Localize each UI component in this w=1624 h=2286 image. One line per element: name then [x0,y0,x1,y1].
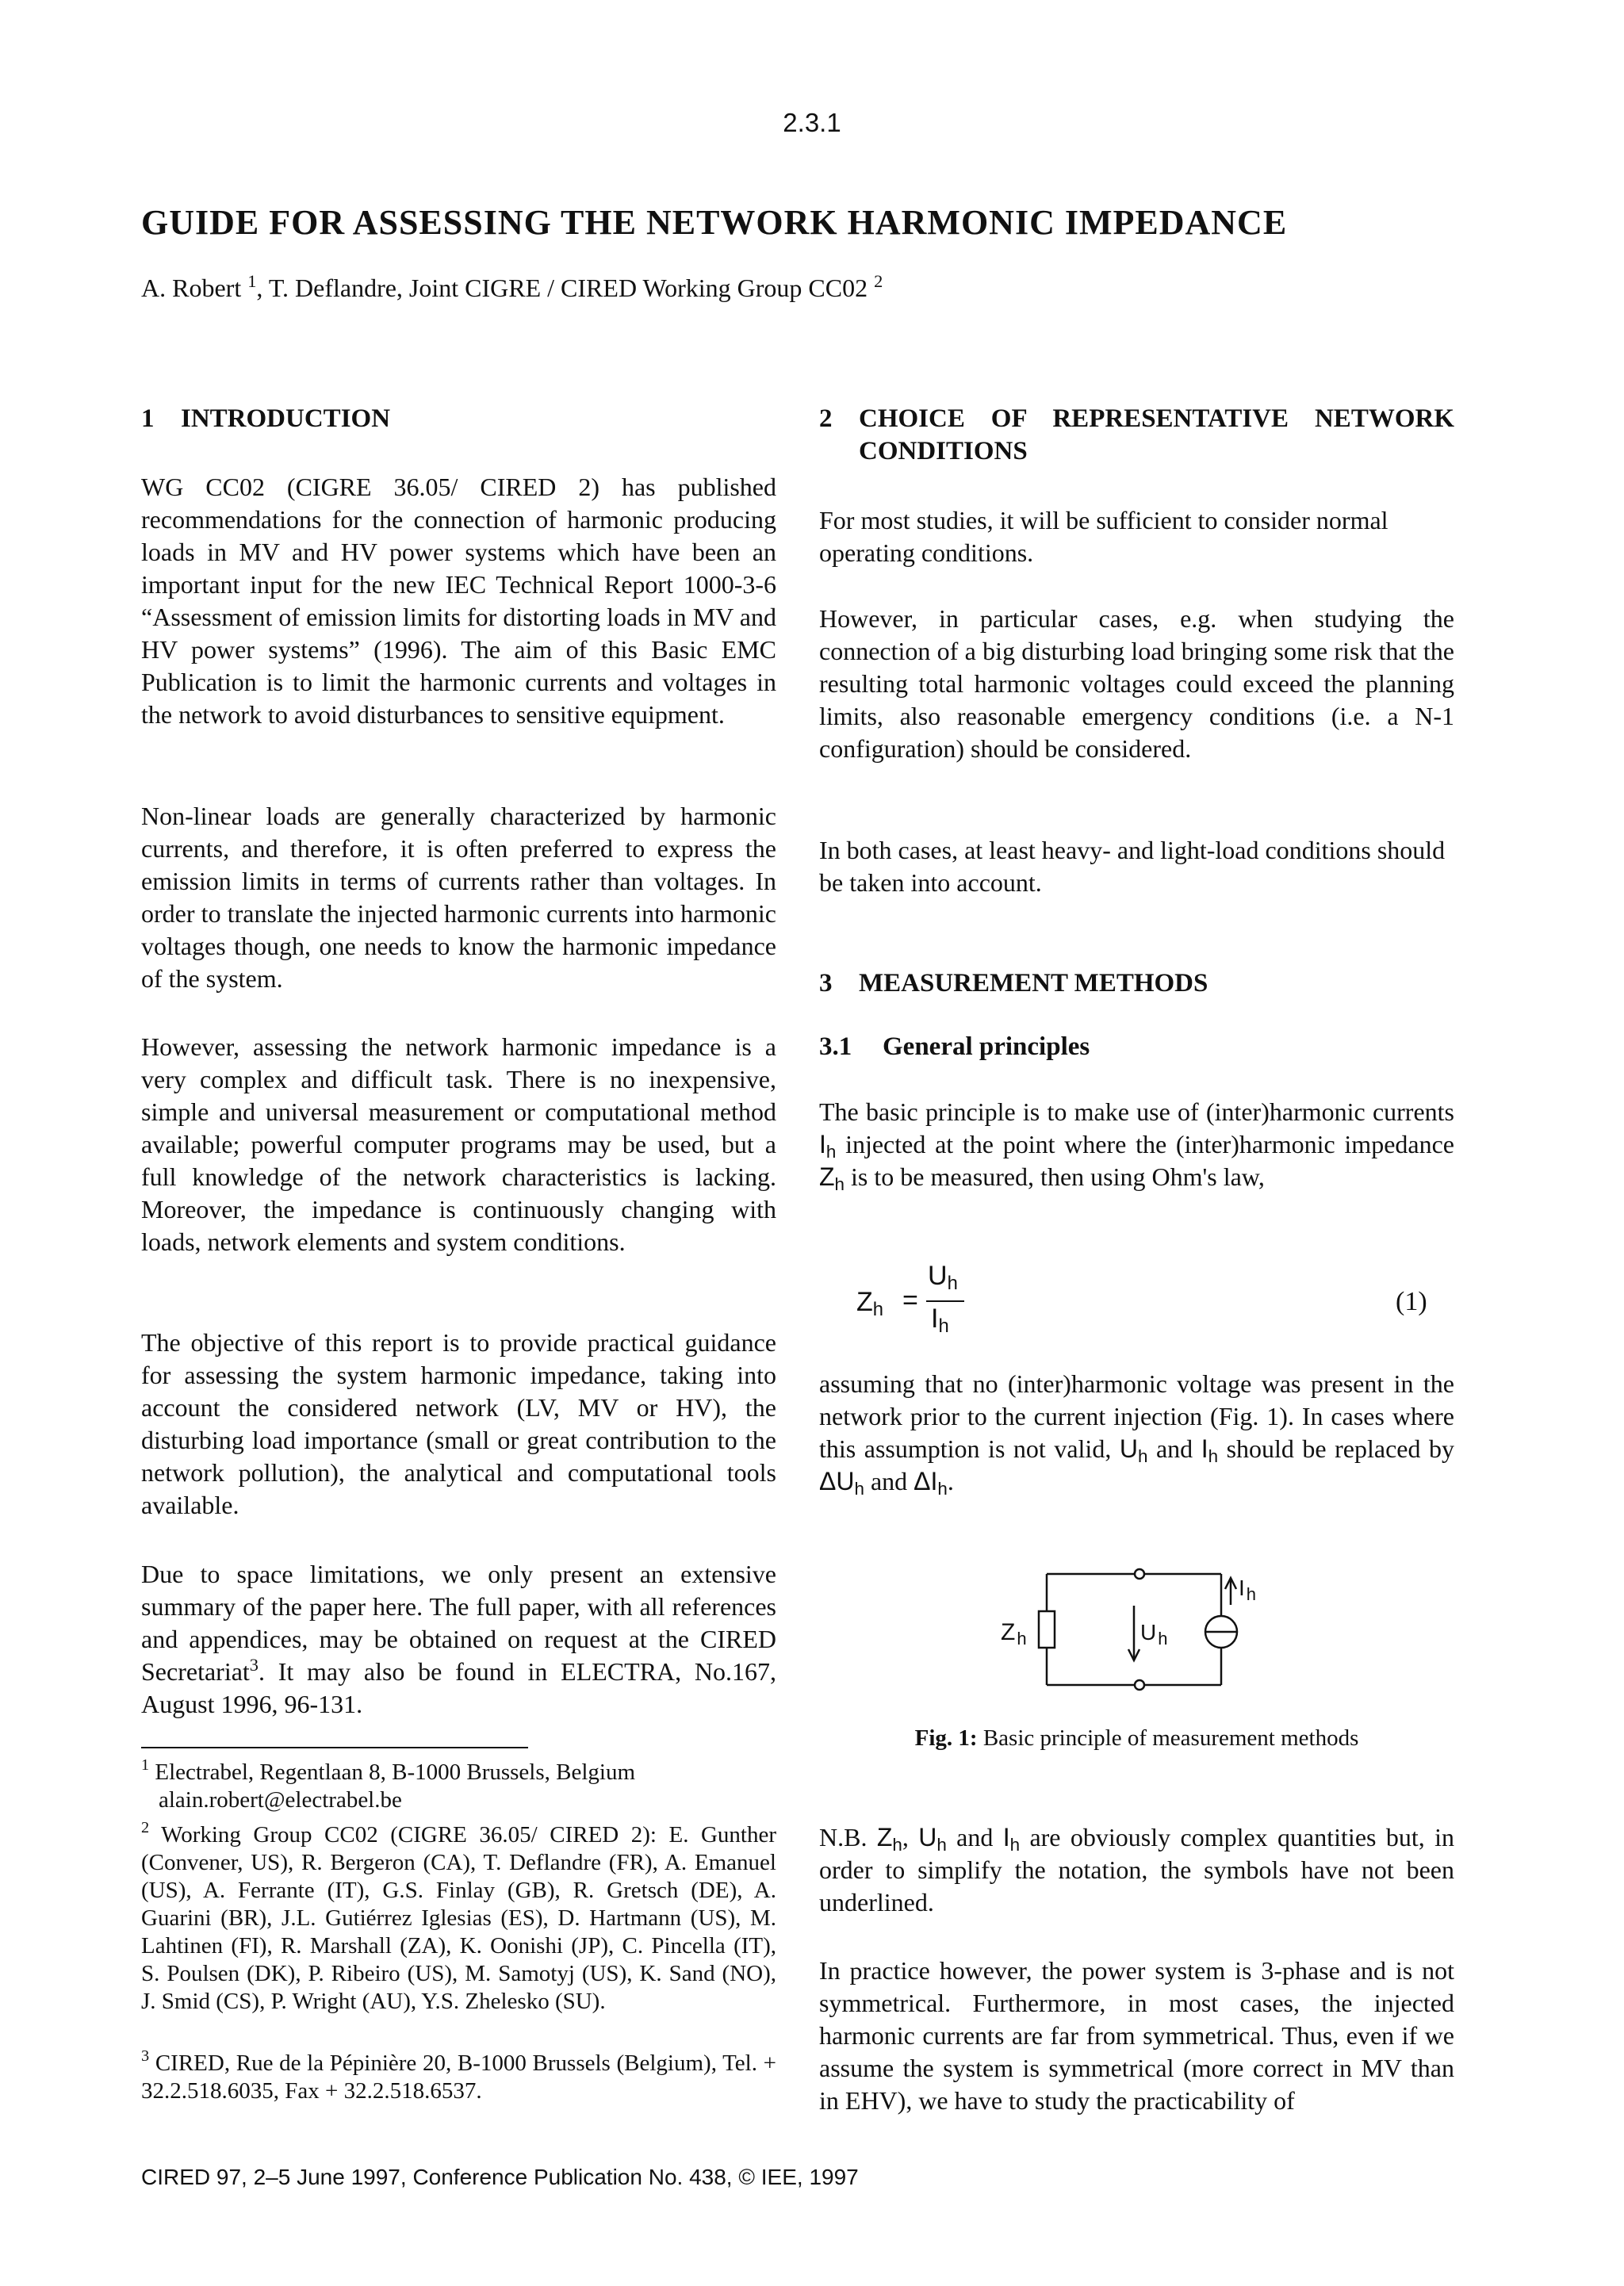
s3-p1-symbol-i-sub: h [825,1142,837,1162]
nb-symbol-z-sub: h [892,1835,902,1855]
section-3-nb-note [819,1821,1454,1919]
footnote-2-text: Working Group CC02 (CIGRE 36.05/ CIRED 2): E. Gunther (Convener, US), R. Bergeron (CA), T. Deflandre (FR), A. Emanuel (US), A. Ferrante (IT), G.S. Finlay (GB), R. Gretsch (DE), A. Guarini (BR), J.L. Gutiérrez Iglesias (ES), D. Hartmann (US), M. Lahtinen (FI), R. Marshall (ZA), K. Oonishi (JP), C. Pincella (IT), S. Poulsen (DK), P. Ribeiro (US), M. Samotyj (US), K. Sand (NO), J. Smid (CS), P. Wright (AU), Y.S. Zhelesko (SU). [141,1822,776,2014]
equation-fraction-bar [926,1300,964,1302]
intro-paragraph-3 [141,1031,776,1258]
section-2-paragraph-2 [819,603,1454,765]
nb-prefix: N.B. [819,1823,868,1851]
figure-1-caption-label: Fig. 1: [914,1725,978,1751]
ih-label: $I_h$ [1239,1576,1257,1604]
section-3-number: 3 [819,969,833,997]
s3-p2-symbol-i: I [1201,1434,1208,1463]
equation-denominator [931,1304,949,1337]
section-1-number: 1 [141,404,155,433]
figure-1-circuit [983,1554,1285,1705]
section-2-number: 2 [819,404,833,433]
paper-title: GUIDE FOR ASSESSING THE NETWORK HARMONIC IMPEDANCE [141,203,1288,242]
author-2-footnote-mark: 2 [874,271,883,291]
section-1-title: INTRODUCTION [181,404,391,433]
s3-p2-and-2: and [870,1467,908,1495]
section-2-paragraph-1 [819,504,1454,569]
intro-paragraph-2 [141,800,776,995]
footnote-1 [141,1756,776,1814]
subsection-3-1-title: General principles [883,1032,1090,1061]
nb-symbol-u-sub: h [936,1835,947,1855]
section-2-title [859,403,1454,468]
s3-p1-symbol-i: I [819,1130,826,1158]
s3-p1-symbol-z-sub: h [834,1174,845,1194]
section-2-heading [819,403,1454,468]
nb-note-text [819,1821,1454,1919]
nb-symbol-i: I [1002,1823,1010,1851]
intro-p5-part-b: . It may also be found in ELECTRA, No.167, August 1996, 96-131. [141,1657,776,1718]
section-2-paragraph-2-text: However, in particular cases, e.g. when studying the connection of a big disturbing load bringing some risk that the resulting total harmonic voltages could exceed the planning limits, also reasonable emergency conditions (i.e. a N-1 configuration) should be considered. [819,604,1454,763]
intro-paragraph-5 [141,1558,776,1721]
s3-p1-part-c: is to be measured, then using Ohm's law, [851,1162,1265,1191]
s3-p2-part-b: should be replaced by [1226,1434,1455,1463]
section-3-paragraph-2-text [819,1368,1454,1498]
equation-numerator-sub: h [947,1273,958,1294]
equation-numerator-symbol: U [928,1261,948,1291]
footnote-2 [141,1821,776,2016]
intro-p5-part-a: Due to space limitations, we only present an extensive summary of the paper here. The full paper, with all references and appendices, may be obtained on request at the CIRED Secretariat [141,1560,776,1686]
s3-p1-part-b: injected at the point where the (inter)harmonic impedance [845,1130,1454,1158]
equation-equals: = [902,1285,918,1315]
nb-symbol-z: Z [876,1823,893,1851]
s3-p1-symbol-z: Z [819,1162,835,1191]
nb-rest: are obviously complex quantities but, in order to simplify the notation, the symbols have not been underlined. [819,1823,1454,1916]
section-3-paragraph-3-text: In practice however, the power system is 3-phase and is not symmetrical. Furthermore, in most cases, the injected harmonic currents are far from symmetrical. Thus, even if we assume the system is symmetrical (more correct in MV than in EHV), we have to study the practicability of [819,1956,1454,2115]
subsection-3-1-number: 3.1 [819,1032,852,1061]
impedance-box [1039,1611,1055,1648]
intro-paragraph-2-text: Non-linear loads are generally characterized by harmonic currents, and therefore, it is often preferred to express the emission limits in terms of currents rather than voltages. In order to translate the injected harmonic currents into harmonic voltages though, one needs to know the harmonic impedance of the system. [141,802,776,993]
footnote-1-email: alain.robert@electrabel.be [159,1787,402,1813]
footnote-2-mark: 2 [141,1819,150,1836]
s3-p2-symbol-u: U [1119,1434,1138,1463]
section-3-paragraph-3 [819,1955,1454,2117]
section-2-paragraph-1-text: For most studies, it will be sufficient to consider normal operating conditions. [819,506,1388,567]
intro-paragraph-3-text: However, assessing the network harmonic impedance is a very complex and difficult task. There is no inexpensive, simple and universal measurement or computational method available; powerful computer programs may be used, but a full knowledge of the network characteristics is lacking. Moreover, the impedance is continuously changing with loads, network elements and system conditions. [141,1032,776,1256]
figure-1-caption [819,1722,1454,1755]
equation-numerator [928,1261,958,1292]
s3-p2-symbol-du: ΔU [819,1467,855,1495]
intro-paragraph-1 [141,471,776,731]
nb-comma: , [902,1823,909,1851]
author-separator: , [256,274,269,302]
equation-lhs [856,1287,883,1318]
intro-paragraph-1-text: WG CC02 (CIGRE 36.05/ CIRED 2) has published recommendations for the connection of harmonic producing loads in MV and HV power systems which have been an important input for the new IEC Technical Report 1000-3-6 “Assessment of emission limits for distorting loads in MV and HV power systems” (1996). The aim of this Basic EMC Publication is to limit the harmonic currents and voltages in the network to avoid disturbances to sensitive equipment. [141,473,776,729]
uh-label: $U_h$ [1140,1620,1168,1648]
equation-lhs-sub: h [872,1299,884,1320]
author-1-footnote-mark: 1 [247,271,257,291]
section-2-paragraph-3 [819,834,1454,899]
section-3-heading [819,967,1454,1000]
section-3-title: MEASUREMENT METHODS [859,969,1208,997]
s3-p2-symbol-du-sub: h [854,1479,864,1499]
footnote-3-text: CIRED, Rue de la Pépinière 20, B-1000 Brussels (Belgium), Tel. + 32.2.518.6035, Fax + 32.2.518.6537. [141,2051,776,2104]
s3-p2-part-a: assuming that no (inter)harmonic voltage was present in the network prior to the current injection (Fig. 1). In cases where this assumption is not valid, [819,1369,1454,1463]
figure-1-caption-text: Basic principle of measurement methods [977,1725,1359,1751]
subsection-3-1-heading [819,1031,1454,1063]
page-number: 2.3.1 [783,108,841,137]
section-2-title-line-2: CONDITIONS [859,437,1028,465]
equation-1 [856,1261,1435,1348]
s3-p1-part-a: The basic principle is to make use of (inter)harmonic currents [819,1097,1454,1126]
footnote-1-mark: 1 [141,1756,150,1774]
s3-p2-symbol-di-sub: h [937,1479,948,1499]
s3-p2-end: . [947,1467,954,1495]
nb-symbol-i-sub: h [1009,1835,1021,1855]
equation-denominator-sub: h [938,1315,949,1337]
s3-p2-symbol-i-sub: h [1208,1446,1219,1466]
section-2-title-line-1: CHOICE OF REPRESENTATIVE NETWORK [859,404,1454,433]
intro-paragraph-5-text [141,1558,776,1721]
section-2-paragraph-3-text: In both cases, at least heavy- and light-load conditions should be taken into account. [819,836,1446,897]
footnote-rule [141,1747,528,1748]
author-line [141,271,883,303]
s3-p2-symbol-u-sub: h [1137,1446,1148,1466]
section-1-heading [141,403,776,435]
nb-and: and [956,1823,994,1851]
terminal-top [1135,1569,1144,1579]
equation-number: (1) [1396,1287,1427,1316]
s3-p2-symbol-di: ΔI [914,1467,938,1495]
section-3-paragraph-1 [819,1096,1454,1193]
section-3-paragraph-1-text [819,1096,1454,1193]
footnote-3-mark: 3 [141,2047,150,2065]
intro-paragraph-4 [141,1327,776,1522]
conference-footer: CIRED 97, 2–5 June 1997, Conference Publication No. 438, © IEE, 1997 [141,2165,859,2189]
intro-p5-footnote-mark: 3 [249,1655,259,1675]
equation-denominator-symbol: I [931,1304,939,1334]
s3-p2-and: and [1155,1434,1193,1463]
equation-lhs-symbol: Z [856,1287,873,1317]
section-3-paragraph-2 [819,1368,1454,1498]
author-2: T. Deflandre, Joint CIGRE / CIRED Working Group CC02 [268,274,868,302]
footnote-1-text: Electrabel, Regentlaan 8, B-1000 Brussels, Belgium [155,1759,636,1785]
footnote-3 [141,2047,776,2105]
terminal-bottom [1135,1680,1144,1690]
intro-paragraph-4-text: The objective of this report is to provide practical guidance for assessing the system harmonic impedance, taking into account the considered network (LV, MV or HV), the disturbing load importance (small or great contribution to the network pollution), the analytical and computational tools available. [141,1328,776,1519]
author-1: A. Robert [141,274,242,302]
nb-symbol-u: U [918,1823,937,1851]
zh-label: $Z_h$ [1001,1619,1027,1648]
